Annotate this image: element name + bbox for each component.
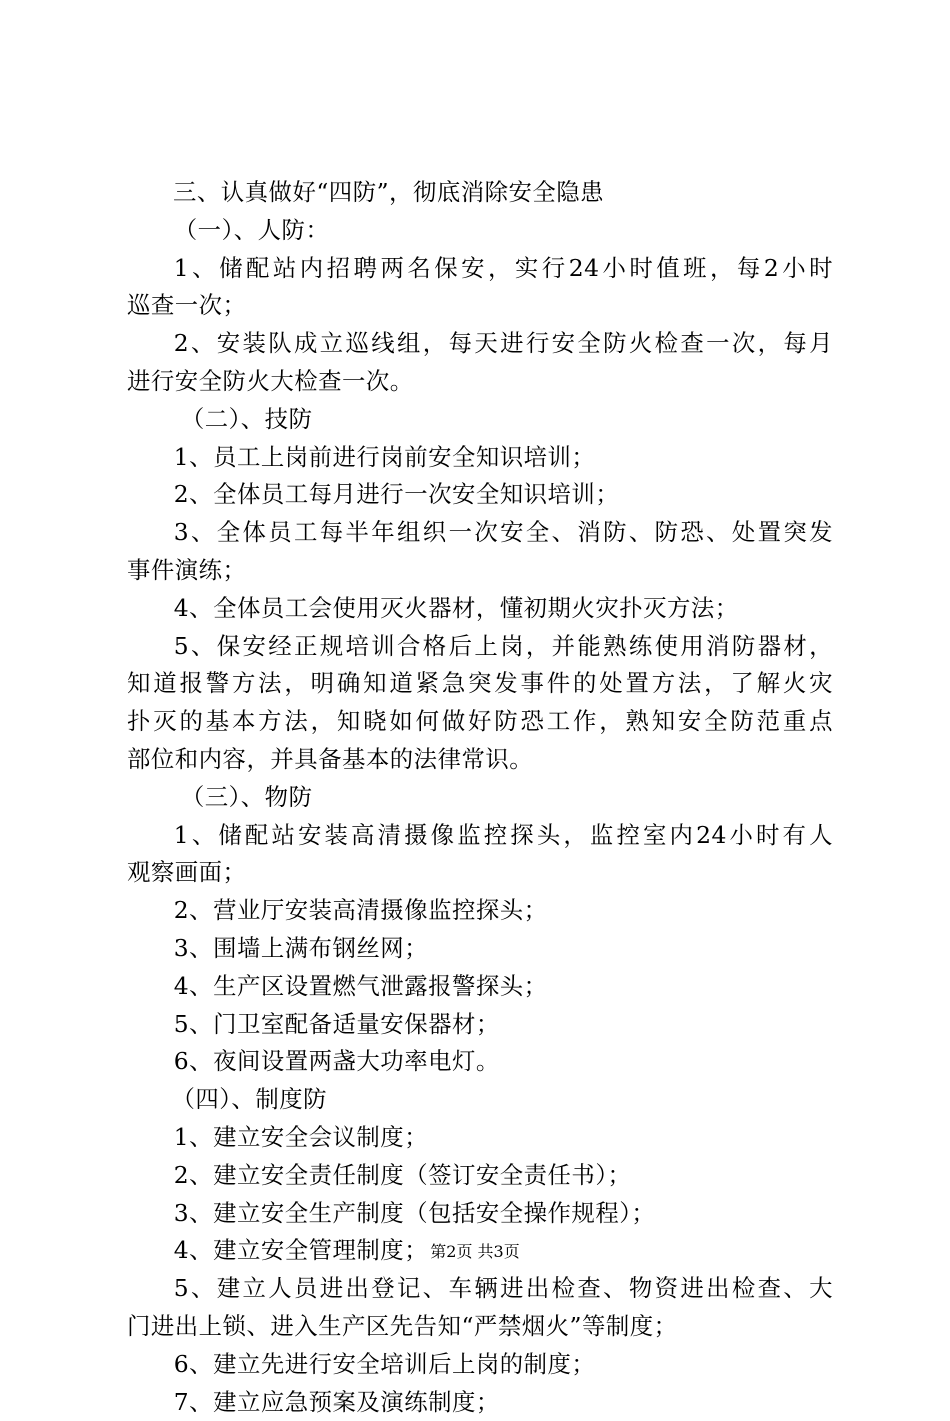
text-line: 1、建立安全会议制度； [127, 1119, 833, 1157]
paragraph-lines [127, 212, 833, 1421]
text-line: 5、门卫室配备适量安保器材； [127, 1006, 833, 1044]
text-line: 4、生产区设置燃气泄露报警探头； [127, 968, 833, 1006]
document-body [127, 174, 833, 1421]
text-line: 门进出上锁、进入生产区先告知“严禁烟火”等制度； [127, 1308, 833, 1346]
text-line: 1、储配站安装高清摄像监控探头，监控室内24小时有人 [127, 817, 833, 855]
text-line: 2、安装队成立巡线组，每天进行安全防火检查一次，每月 [127, 325, 833, 363]
text-line: （二）、技防 [127, 401, 833, 439]
page-footer [0, 1241, 950, 1263]
text-line: 5、建立人员进出登记、车辆进出检查、物资进出检查、大 [127, 1270, 833, 1308]
text-line: 4、建立安全管理制度； [127, 1232, 833, 1270]
text-line: 3、全体员工每半年组织一次安全、消防、防恐、处置突发 [127, 514, 833, 552]
text-line: （一）、人防： [127, 212, 833, 250]
text-line: 事件演练； [127, 552, 833, 590]
text-line: 3、围墙上满布钢丝网； [127, 930, 833, 968]
text-line: 观察画面； [127, 854, 833, 892]
text-line: 6、建立先进行安全培训后上岗的制度； [127, 1346, 833, 1384]
text-line: 2、营业厅安装高清摄像监控探头； [127, 892, 833, 930]
text-line: 1、员工上岗前进行岗前安全知识培训； [127, 439, 833, 477]
text-line: 巡查一次； [127, 287, 833, 325]
text-line: 7、建立应急预案及演练制度； [127, 1384, 833, 1421]
text-line: 1、储配站内招聘两名保安，实行24小时值班，每2小时 [127, 250, 833, 288]
text-line: （三）、物防 [127, 779, 833, 817]
section-heading: 三、认真做好“四防”，彻底消除安全隐患 [127, 174, 833, 212]
text-line: 进行安全防火大检查一次。 [127, 363, 833, 401]
text-line: 2、建立安全责任制度（签订安全责任书）； [127, 1157, 833, 1195]
text-line: 6、夜间设置两盏大功率电灯。 [127, 1043, 833, 1081]
text-line: 3、建立安全生产制度（包括安全操作规程）； [127, 1195, 833, 1233]
page-number-label: 第2页 共3页 [430, 1242, 519, 1261]
text-line: （四）、制度防 [127, 1081, 833, 1119]
text-line: 5、保安经正规培训合格后上岗，并能熟练使用消防器材， [127, 628, 833, 666]
text-line: 知道报警方法，明确知道紧急突发事件的处置方法，了解火灾 [127, 665, 833, 703]
text-line: 2、全体员工每月进行一次安全知识培训； [127, 476, 833, 514]
text-line: 4、全体员工会使用灭火器材，懂初期火灾扑灭方法； [127, 590, 833, 628]
text-line: 扑灭的基本方法，知晓如何做好防恐工作，熟知安全防范重点 [127, 703, 833, 741]
text-line: 部位和内容，并具备基本的法律常识。 [127, 741, 833, 779]
